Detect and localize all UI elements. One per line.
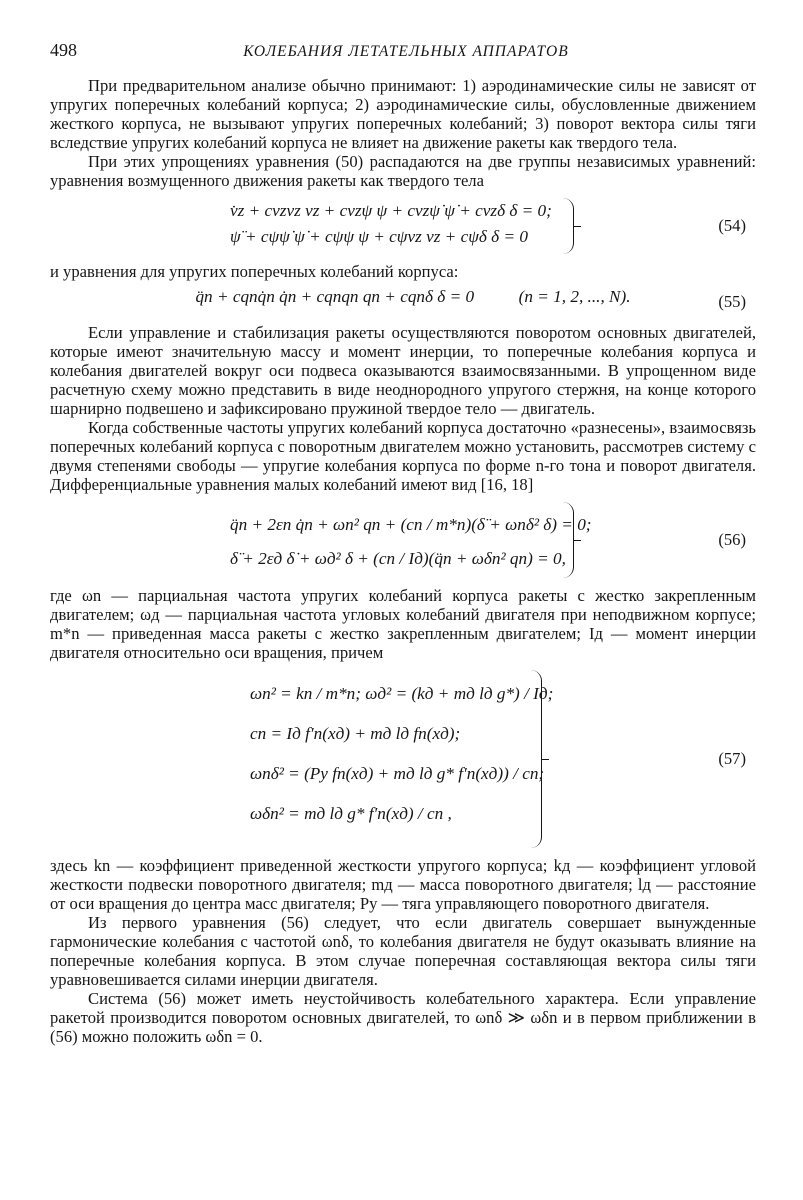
eq57-brace (531, 670, 542, 848)
eq54-line1: v̇z + cvzvz vz + cvzψ ψ + cvzψ̇ ψ̇ + cvzδ δ = 0; (230, 201, 552, 220)
eq57-line3: ωnδ² = (Py fn(xд) + mд lд g* f′n(xд)) / cn; (250, 764, 545, 783)
eq56-line1: q̈n + 2εn q̇n + ωn² qn + (cn / m*n)(δ̈ + ωnδ² δ) = 0; (230, 515, 592, 534)
eq56-line2: δ̈ + 2εд δ̇ + ωд² δ + (cn / Iд)(q̈n + ωδn² qn) = 0, (230, 549, 566, 568)
paragraph-5: Когда собственные частоты упругих колебаний корпуса достаточно «разнесены», взаимосвязь поперечных колебаний корпуса с поворотным двигателем можно установить, рассмотрев систему с двумя степенями свободы — упругие колебания корпуса по форме n-го тона и поворот двигателя. Дифференциальные уравнения малых колебаний имеют вид [16, 18] (50, 418, 756, 494)
eq54-brace (563, 198, 574, 254)
eq55-number: (55) (718, 292, 746, 311)
eq56-number: (56) (718, 530, 746, 549)
equation-56 (50, 500, 756, 580)
eq54-number: (54) (718, 216, 746, 235)
running-title: КОЛЕБАНИЯ ЛЕТАТЕЛЬНЫХ АППАРАТОВ (243, 43, 569, 60)
equation-55 (50, 287, 756, 317)
paragraph-8: Из первого уравнения (56) следует, что если двигатель совершает вынужденные гармонические колебания с частотой ωnδ, то колебания двигателя не будут оказывать влияние на поперечные колебания корпуса. В этом случае поперечная составляющая вектора силы тяги уравновешивается силами инерции двигателя. (50, 913, 756, 989)
eq56-brace (563, 502, 574, 578)
eq55-text: q̈n + cqnq̇n q̇n + cqnqn qn + cqnδ δ = 0 (195, 287, 475, 306)
eq57-number: (57) (718, 749, 746, 768)
paragraph-6: где ωn — парциальная частота упругих колебаний корпуса ракеты с жестко закрепленным двигателем; ωд — парциальная частота угловых колебаний двигателя при неподвижном корпусе; m*n — приведенная масса ракеты с жестко закрепленным двигателем; Iд — момент инерции двигателя относительно оси вращения, причем (50, 586, 756, 662)
paragraph-4: Если управление и стабилизация ракеты осуществляются поворотом основных двигателей, которые имеют значительную массу и момент инерции, то поперечные колебания корпуса и колебания двигателей вокруг оси подвеса оказываются взаимосвязанными. В упрощенном виде расчетную схему можно представить в виде неоднородного упругого стержня, на конце которого шарнирно подвешено и зафиксировано пружиной твердое тело — двигатель. (50, 323, 756, 418)
page-header (50, 40, 756, 76)
eq57-line1: ωn² = kn / m*n; ωд² = (kд + mд lд g*) / Iд; (250, 684, 554, 703)
paragraph-7: здесь kn — коэффициент приведенной жесткости упругого корпуса; kд — коэффициент угловой жесткости подвески поворотного двигателя; mд — масса поворотного двигателя; lд — расстояние от оси вращения до центра масс двигателя; Py — тяга управляющего поворотного двигателя. (50, 856, 756, 913)
page-number: 498 (50, 40, 77, 60)
book-page (50, 40, 756, 1046)
paragraph-9: Система (56) может иметь неустойчивость колебательного характера. Если управление ракетой производится поворотом основных двигателей, то ωnδ ≫ ωδn и в первом приближении в (56) можно положить ωδn = 0. (50, 989, 756, 1046)
equation-57 (50, 668, 756, 850)
equation-54 (50, 196, 756, 256)
paragraph-2: При этих упрощениях уравнения (50) распадаются на две группы независимых уравнений: уравнения возмущенного движения ракеты как твердого тела (50, 152, 756, 190)
paragraph-1: При предварительном анализе обычно принимают: 1) аэродинамические силы не зависят от упругих поперечных колебаний корпуса; 2) аэродинамические силы, обусловленные движением жесткого корпуса, не вызывают упругих поперечных колебаний; 3) поворот вектора силы тяги вследствие упругих колебаний корпуса не влияет на движение ракеты как твердого тела. (50, 76, 756, 152)
eq57-line4: ωδn² = mд lд g* f′n(xд) / cn , (250, 804, 452, 823)
eq54-line2: ψ̈ + cψψ̇ ψ̇ + cψψ ψ + cψvz vz + cψδ δ = 0 (230, 227, 528, 246)
eq55-range: (n = 1, 2, ..., N). (518, 287, 631, 306)
eq57-line2: cn = Iд f′n(xд) + mд lд fn(xд); (250, 724, 461, 743)
paragraph-3: и уравнения для упругих поперечных колебаний корпуса: (50, 262, 459, 281)
